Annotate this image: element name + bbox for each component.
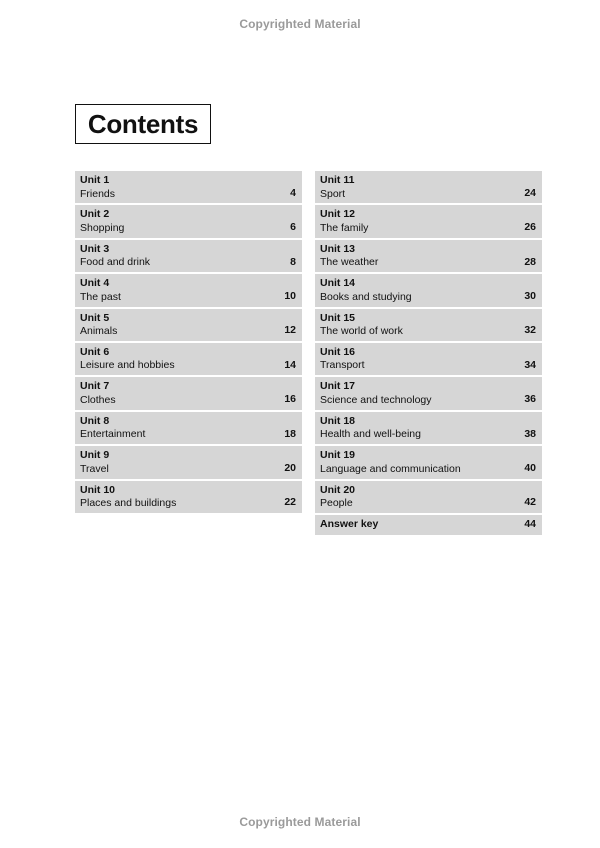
contents-entry[interactable] xyxy=(75,171,302,203)
contents-entry[interactable] xyxy=(75,343,302,375)
unit-topic: The past xyxy=(80,290,121,303)
unit-topic: Entertainment xyxy=(80,428,146,441)
page-number: 10 xyxy=(284,290,296,303)
contents-entry[interactable] xyxy=(75,274,302,306)
unit-number: Unit 11 xyxy=(320,174,355,186)
unit-topic: Books and studying xyxy=(320,290,412,303)
unit-topic: Places and buildings xyxy=(80,497,177,510)
unit-topic: Shopping xyxy=(80,221,125,234)
page-number: 30 xyxy=(524,290,536,303)
answer-key-label: Answer key xyxy=(320,517,379,530)
contents-entry[interactable] xyxy=(315,343,542,375)
page-number: 6 xyxy=(290,221,296,234)
page-number: 28 xyxy=(524,255,536,268)
contents-entry[interactable] xyxy=(315,377,542,409)
page-number: 18 xyxy=(284,427,296,440)
unit-number: Unit 18 xyxy=(320,414,356,427)
unit-topic: The family xyxy=(320,221,369,234)
contents-entry[interactable] xyxy=(75,377,302,409)
contents-entry[interactable] xyxy=(75,412,302,444)
unit-number: Unit 10 xyxy=(80,483,116,496)
unit-topic: Transport xyxy=(320,359,365,372)
unit-number: Unit 1 xyxy=(80,174,110,186)
unit-number: Unit 20 xyxy=(320,483,356,496)
unit-number: Unit 19 xyxy=(320,449,356,462)
unit-number: Unit 16 xyxy=(320,345,356,358)
contents-entry[interactable] xyxy=(315,274,542,306)
contents-right-column xyxy=(315,171,542,535)
page-number: 12 xyxy=(284,324,296,337)
contents-entry[interactable] xyxy=(315,171,542,203)
page-title: Contents xyxy=(87,108,199,139)
page-number: 20 xyxy=(284,462,296,475)
unit-topic: Food and drink xyxy=(80,256,151,269)
unit-topic: Science and technology xyxy=(320,393,432,406)
unit-number: Unit 17 xyxy=(320,380,356,393)
page-number: 22 xyxy=(284,496,296,509)
unit-topic: Leisure and hobbies xyxy=(80,359,175,372)
page-number: 40 xyxy=(524,462,536,475)
page-number: 16 xyxy=(284,393,296,406)
unit-topic: Travel xyxy=(80,462,109,475)
contents-entry[interactable] xyxy=(315,205,542,237)
contents-entry[interactable] xyxy=(315,240,542,272)
contents-entry[interactable] xyxy=(315,412,542,444)
unit-number: Unit 14 xyxy=(320,277,356,290)
page-number: 4 xyxy=(290,186,296,199)
page-number: 14 xyxy=(284,358,296,371)
unit-topic: Sport xyxy=(320,187,346,200)
unit-topic: Clothes xyxy=(80,393,116,406)
unit-topic: People xyxy=(320,497,353,510)
answer-key-entry[interactable] xyxy=(315,515,542,535)
contents-entry[interactable] xyxy=(75,446,302,478)
page-number: 32 xyxy=(524,324,536,337)
page-number: 24 xyxy=(524,186,536,199)
page-number: 26 xyxy=(524,221,536,234)
unit-number: Unit 8 xyxy=(80,414,110,427)
contents-entry[interactable] xyxy=(75,205,302,237)
unit-number: Unit 4 xyxy=(80,277,110,290)
unit-number: Unit 2 xyxy=(80,208,110,221)
unit-number: Unit 6 xyxy=(80,345,110,358)
contents-entry[interactable] xyxy=(315,446,542,478)
page-number: 8 xyxy=(290,255,296,268)
unit-number: Unit 3 xyxy=(80,242,110,255)
watermark-top: Copyrighted Material xyxy=(239,17,361,31)
watermark-bottom: Copyrighted Material xyxy=(239,815,361,829)
unit-number: Unit 9 xyxy=(80,449,110,462)
page-number: 44 xyxy=(524,518,536,531)
page-number: 38 xyxy=(524,427,536,440)
unit-number: Unit 5 xyxy=(80,311,110,324)
contents-entry[interactable] xyxy=(75,481,302,513)
page-number: 36 xyxy=(524,393,536,406)
unit-number: Unit 15 xyxy=(320,311,356,324)
unit-topic: The world of work xyxy=(320,325,403,338)
unit-topic: The weather xyxy=(320,256,379,269)
page-number: 42 xyxy=(524,496,536,509)
unit-number: Unit 7 xyxy=(80,380,110,393)
contents-title-box xyxy=(75,104,211,144)
unit-topic: Language and communication xyxy=(320,462,461,475)
unit-number: Unit 12 xyxy=(320,208,356,221)
contents-left-column xyxy=(75,171,302,513)
unit-number: Unit 13 xyxy=(320,242,356,255)
unit-topic: Friends xyxy=(80,187,116,200)
page-number: 34 xyxy=(524,358,536,371)
unit-topic: Animals xyxy=(80,325,118,338)
contents-entry[interactable] xyxy=(75,240,302,272)
contents-entry[interactable] xyxy=(75,309,302,341)
contents-entry[interactable] xyxy=(315,481,542,513)
contents-entry[interactable] xyxy=(315,309,542,341)
unit-topic: Health and well-being xyxy=(320,428,421,441)
